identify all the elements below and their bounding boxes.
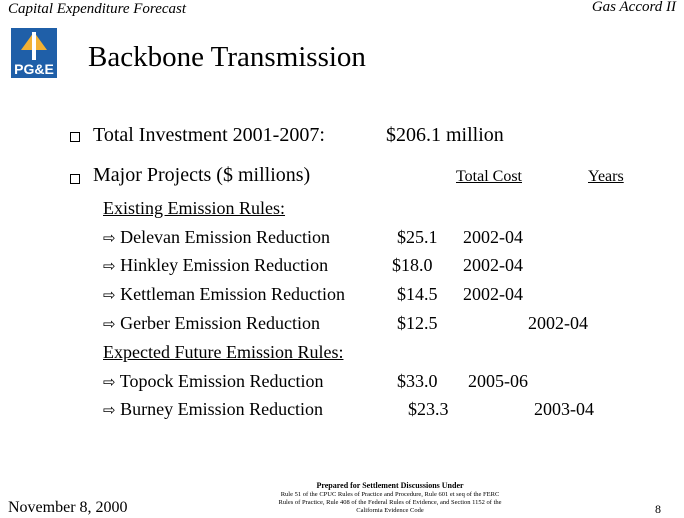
total-investment-value: $206.1 million	[386, 124, 504, 146]
footer-prepared: Prepared for Settlement Discussions Under	[316, 481, 464, 490]
logo-text: PG&E	[14, 61, 54, 77]
pge-logo	[7, 26, 61, 85]
header-right-title: Gas Accord II	[591, 0, 676, 15]
project-cost: $23.3	[408, 399, 449, 419]
project-years: 2003-04	[534, 399, 594, 419]
bullet-square	[70, 171, 80, 189]
list-item	[103, 371, 324, 392]
arrow-right-icon: ⇨	[103, 315, 116, 333]
project-cost: $18.0	[392, 255, 433, 275]
list-item	[103, 284, 345, 305]
project-name: Gerber Emission Reduction	[120, 313, 321, 333]
list-item	[103, 313, 320, 334]
project-name: Kettleman Emission Reduction	[120, 284, 346, 304]
bullet-square	[70, 129, 80, 147]
project-years: 2002-04	[463, 255, 523, 275]
project-name: Topock Emission Reduction	[119, 371, 324, 391]
list-item	[103, 399, 323, 420]
column-header-total-cost: Total Cost	[456, 168, 522, 185]
major-projects-label: Major Projects ($ millions)	[93, 164, 311, 186]
project-cost: $14.5	[397, 284, 438, 304]
project-years: 2005-06	[468, 371, 528, 391]
list-item	[103, 227, 330, 248]
column-header-years: Years	[588, 168, 624, 185]
arrow-right-icon: ⇨	[103, 229, 116, 247]
arrow-right-icon: ⇨	[103, 373, 116, 391]
project-cost: $33.0	[397, 371, 438, 391]
project-cost: $12.5	[397, 313, 438, 333]
project-name: Burney Emission Reduction	[120, 399, 324, 419]
project-years: 2002-04	[463, 284, 523, 304]
header-left-title: Capital Expenditure Forecast	[8, 1, 187, 17]
project-years: 2002-04	[463, 227, 523, 247]
footer-legal: Rule 51 of the CPUC Rules of Practice and Procedure, Rule 601 et seq of the FERC Rules of Practice, Rule 408 of the Federal Rules of Evidence, and Section 1152 of the California Evidence Code	[278, 491, 502, 514]
project-name: Delevan Emission Reduction	[120, 227, 331, 247]
total-investment-label: Total Investment 2001-2007:	[93, 124, 325, 146]
project-cost: $25.1	[397, 227, 438, 247]
arrow-right-icon: ⇨	[103, 401, 116, 419]
footer-date: November 8, 2000	[8, 499, 128, 516]
arrow-right-icon: ⇨	[103, 286, 116, 304]
list-item	[103, 255, 328, 276]
arrow-right-icon: ⇨	[103, 257, 116, 275]
page-title: Backbone Transmission	[88, 41, 366, 73]
project-years: 2002-04	[528, 313, 588, 333]
page-number: 8	[655, 502, 661, 516]
project-name: Hinkley Emission Reduction	[120, 255, 329, 275]
existing-rules-heading: Existing Emission Rules:	[103, 198, 286, 218]
future-rules-heading: Expected Future Emission Rules:	[103, 342, 344, 362]
